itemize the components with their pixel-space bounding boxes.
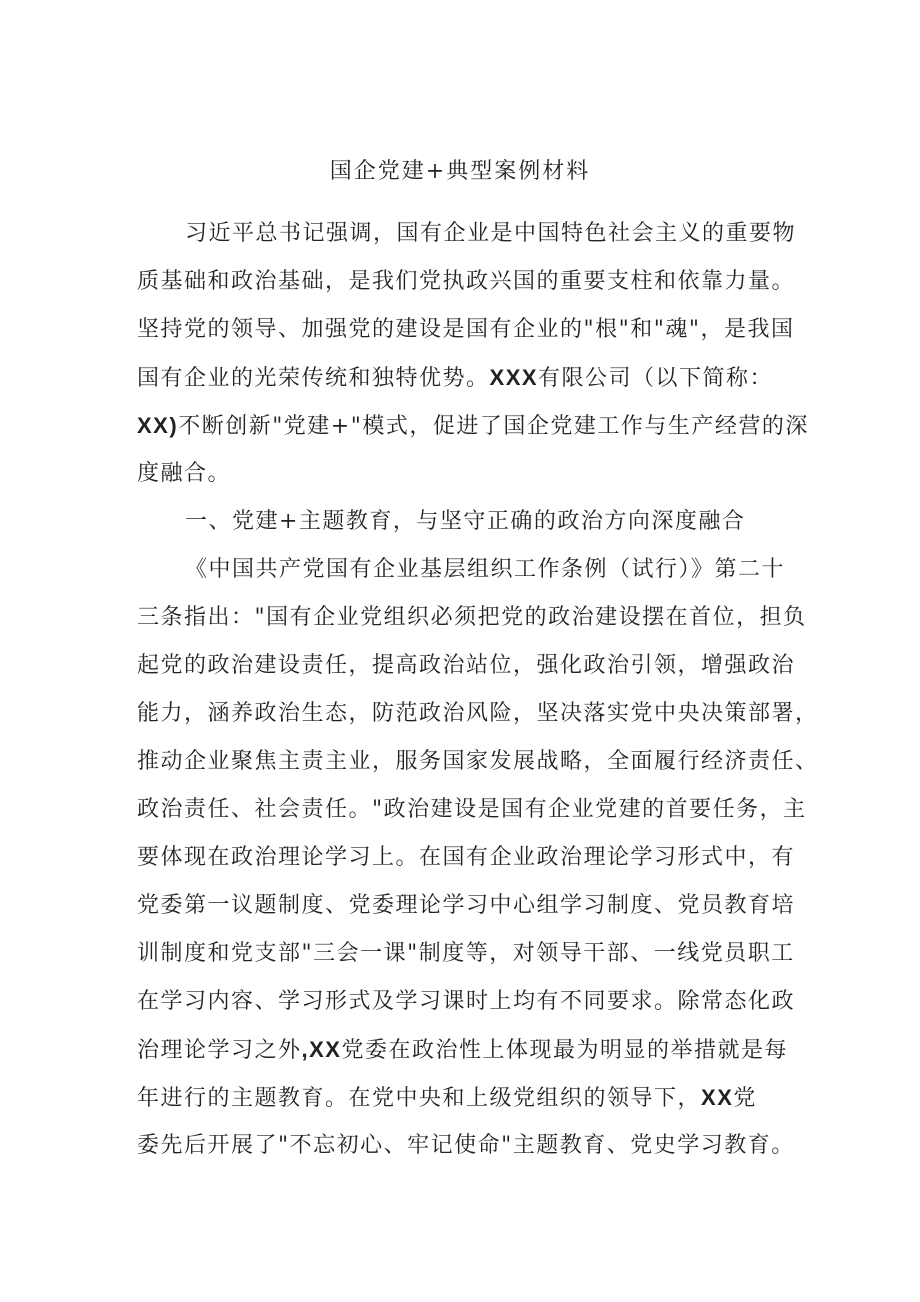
section-1-heading: 一、党建+主题教育，与坚守正确的政治方向深度融合 xyxy=(185,509,746,534)
section-1-line-6: 政治责任、社会责任。"政治建设是国有企业党建的首要任务，主 xyxy=(137,797,807,822)
intro-line-5-text: 不断创新"党建+"模式，促进了国企党建工作与生产经营的深 xyxy=(178,414,809,439)
intro-line-6: 度融合。 xyxy=(137,461,232,486)
section-1-line-11 xyxy=(137,1030,797,1071)
section-1-line-12-text: 年进行的主题教育。在党中央和上级党组织的领导下， xyxy=(137,1086,702,1111)
section-1-line-8: 党委第一议题制度、党委理论学习中心组学习制度、党员教育培 xyxy=(137,893,796,918)
section-1-line-2: 三条指出："国有企业党组织必须把党的政治建设摆在首位，担负 xyxy=(137,605,807,630)
intro-line-1: 习近平总书记强调，国有企业是中国特色社会主义的重要物 xyxy=(185,221,797,246)
company-short-name: XX xyxy=(701,1085,734,1110)
section-1-line-5: 推动企业聚焦主责主业，服务国家发展战略，全面履行经济责任、 xyxy=(137,749,819,774)
section-1-line-1: 《中国共产党国有企业基层组织工作条例（试行）》第二十 xyxy=(185,557,786,582)
section-1-line-3: 起党的政治建设责任，提高政治站位，强化政治引领，增强政治 xyxy=(137,653,796,678)
page-title: 国企党建+典型案例材料 xyxy=(329,159,591,184)
intro-line-4-text: 国有企业的光荣传统和独特优势。 xyxy=(137,366,490,391)
section-1-line-13: 委先后开展了"不忘初心、牢记使命"主题教育、党史学习教育。 xyxy=(137,1133,795,1158)
section-1-line-7: 要体现在政治理论学习上。在国有企业政治理论学习形式中，有 xyxy=(137,845,796,870)
closing-paren: ) xyxy=(169,413,179,438)
intro-line-3: 坚持党的领导、加强党的建设是国有企业的"根"和"魂"，是我国 xyxy=(137,317,795,342)
section-1-line-12-tail: 党 xyxy=(733,1086,757,1111)
intro-line-4-tail: 有限公司（以下简称： xyxy=(538,366,774,391)
section-1-line-9: 训制度和党支部"三会一课"制度等，对领导干部、一线党员职工 xyxy=(137,941,795,966)
company-short-name: XX xyxy=(137,413,170,438)
section-1-line-12 xyxy=(137,1078,797,1119)
intro-line-4 xyxy=(137,358,797,399)
section-1-line-4: 能力，涵养政治生态，防范政治风险，坚决落实党中央决策部署， xyxy=(137,701,819,726)
section-1-line-11-text: 治理论学习之外 xyxy=(137,1038,302,1063)
section-1-line-10: 在学习内容、学习形式及学习课时上均有不同要求。除常态化政 xyxy=(137,989,796,1014)
company-name: XXX xyxy=(489,365,539,390)
section-1-line-11-tail: 党委在政治性上体现最为明显的举措就是每 xyxy=(341,1038,788,1063)
intro-line-2: 质基础和政治基础，是我们党执政兴国的重要支柱和依靠力量。 xyxy=(137,269,796,294)
intro-line-5 xyxy=(137,406,809,447)
company-short-name: ,XX xyxy=(301,1037,342,1062)
